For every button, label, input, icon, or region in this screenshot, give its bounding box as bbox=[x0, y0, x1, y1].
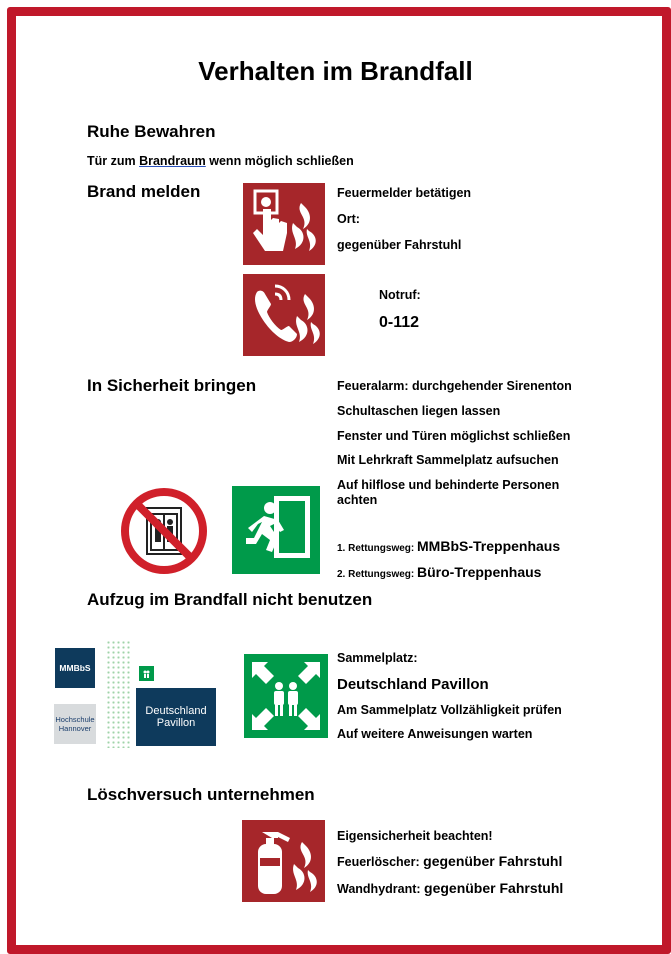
sammelplatz-name: Deutschland Pavillon bbox=[337, 676, 489, 693]
dot-pattern-decoration bbox=[106, 640, 130, 748]
text-tuer-schliessen bbox=[87, 154, 354, 168]
heading-brand-melden: Brand melden bbox=[87, 182, 201, 201]
pavillon-line2: Pavillon bbox=[156, 717, 196, 729]
extinguisher-label: Feuerlöscher: bbox=[337, 855, 424, 869]
route-label: 2. Rettungsweg: bbox=[337, 569, 418, 580]
text-feueralarm: Feueralarm: durchgehender Sirenenton bbox=[337, 379, 572, 393]
hochschule-line2: Hannover bbox=[58, 724, 92, 733]
emergency-exit-icon bbox=[232, 486, 320, 574]
text-vollzaehligkeit: Am Sammelplatz Vollzähligkeit prüfen bbox=[337, 703, 562, 717]
text-lehrkraft: Mit Lehrkraft Sammelplatz aufsuchen bbox=[337, 453, 559, 467]
hydrant-label: Wandhydrant: bbox=[337, 882, 425, 896]
route-label: 1. Rettungsweg: bbox=[337, 543, 418, 554]
fire-alarm-button-icon bbox=[243, 183, 325, 265]
mmbbs-logo: MMBbS bbox=[55, 648, 95, 688]
emergency-phone-icon bbox=[243, 274, 325, 356]
route-value: MMBbS-Treppenhaus bbox=[417, 538, 561, 554]
brandraum-link: Brandraum bbox=[139, 154, 206, 168]
text-ort-label: Ort: bbox=[337, 212, 360, 226]
notruf-label: Notruf: bbox=[379, 288, 421, 302]
heading-sicherheit: In Sicherheit bringen bbox=[87, 376, 257, 395]
small-assembly-icon bbox=[139, 666, 154, 681]
text-hilflose: Auf hilflose und behinderte Personen bbox=[337, 478, 560, 492]
hochschule-line1: Hochschule bbox=[55, 715, 95, 724]
no-elevator-icon bbox=[119, 486, 209, 576]
assembly-point-icon bbox=[244, 654, 328, 738]
text-part: Tür zum bbox=[87, 154, 140, 168]
notruf-number: 0-112 bbox=[379, 314, 420, 331]
pavillon-line1: Deutschland bbox=[145, 705, 207, 717]
rettungsweg-2 bbox=[337, 564, 541, 582]
text-achten: achten bbox=[337, 493, 378, 507]
hydrant-value: gegenüber Fahrstuhl bbox=[424, 880, 564, 896]
text-anweisungen: Auf weitere Anweisungen warten bbox=[337, 727, 533, 741]
text-part: wenn möglich schließen bbox=[205, 154, 354, 168]
heading-ruhe: Ruhe Bewahren bbox=[87, 122, 216, 141]
route-value: Büro-Treppenhaus bbox=[417, 564, 542, 580]
hochschule-logo bbox=[54, 704, 96, 744]
deutschland-pavillon-logo bbox=[136, 688, 216, 746]
heading-loeschversuch: Löschversuch unternehmen bbox=[87, 785, 315, 804]
page-title: Verhalten im Brandfall bbox=[198, 56, 473, 86]
text-fenster: Fenster und Türen möglichst schließen bbox=[337, 429, 571, 443]
text-schultaschen: Schultaschen liegen lassen bbox=[337, 404, 501, 418]
text-feuerloescher bbox=[337, 853, 562, 871]
extinguisher-value: gegenüber Fahrstuhl bbox=[423, 853, 563, 869]
text-ort-value: gegenüber Fahrstuhl bbox=[337, 238, 462, 252]
text-eigensicherheit: Eigensicherheit beachten! bbox=[337, 829, 493, 843]
heading-aufzug: Aufzug im Brandfall nicht benutzen bbox=[87, 590, 373, 609]
rettungsweg-1 bbox=[337, 538, 560, 556]
text-wandhydrant bbox=[337, 880, 563, 898]
fire-extinguisher-icon bbox=[242, 820, 325, 902]
sammelplatz-label: Sammelplatz: bbox=[337, 651, 418, 665]
text-feuermelder: Feuermelder betätigen bbox=[337, 186, 472, 200]
